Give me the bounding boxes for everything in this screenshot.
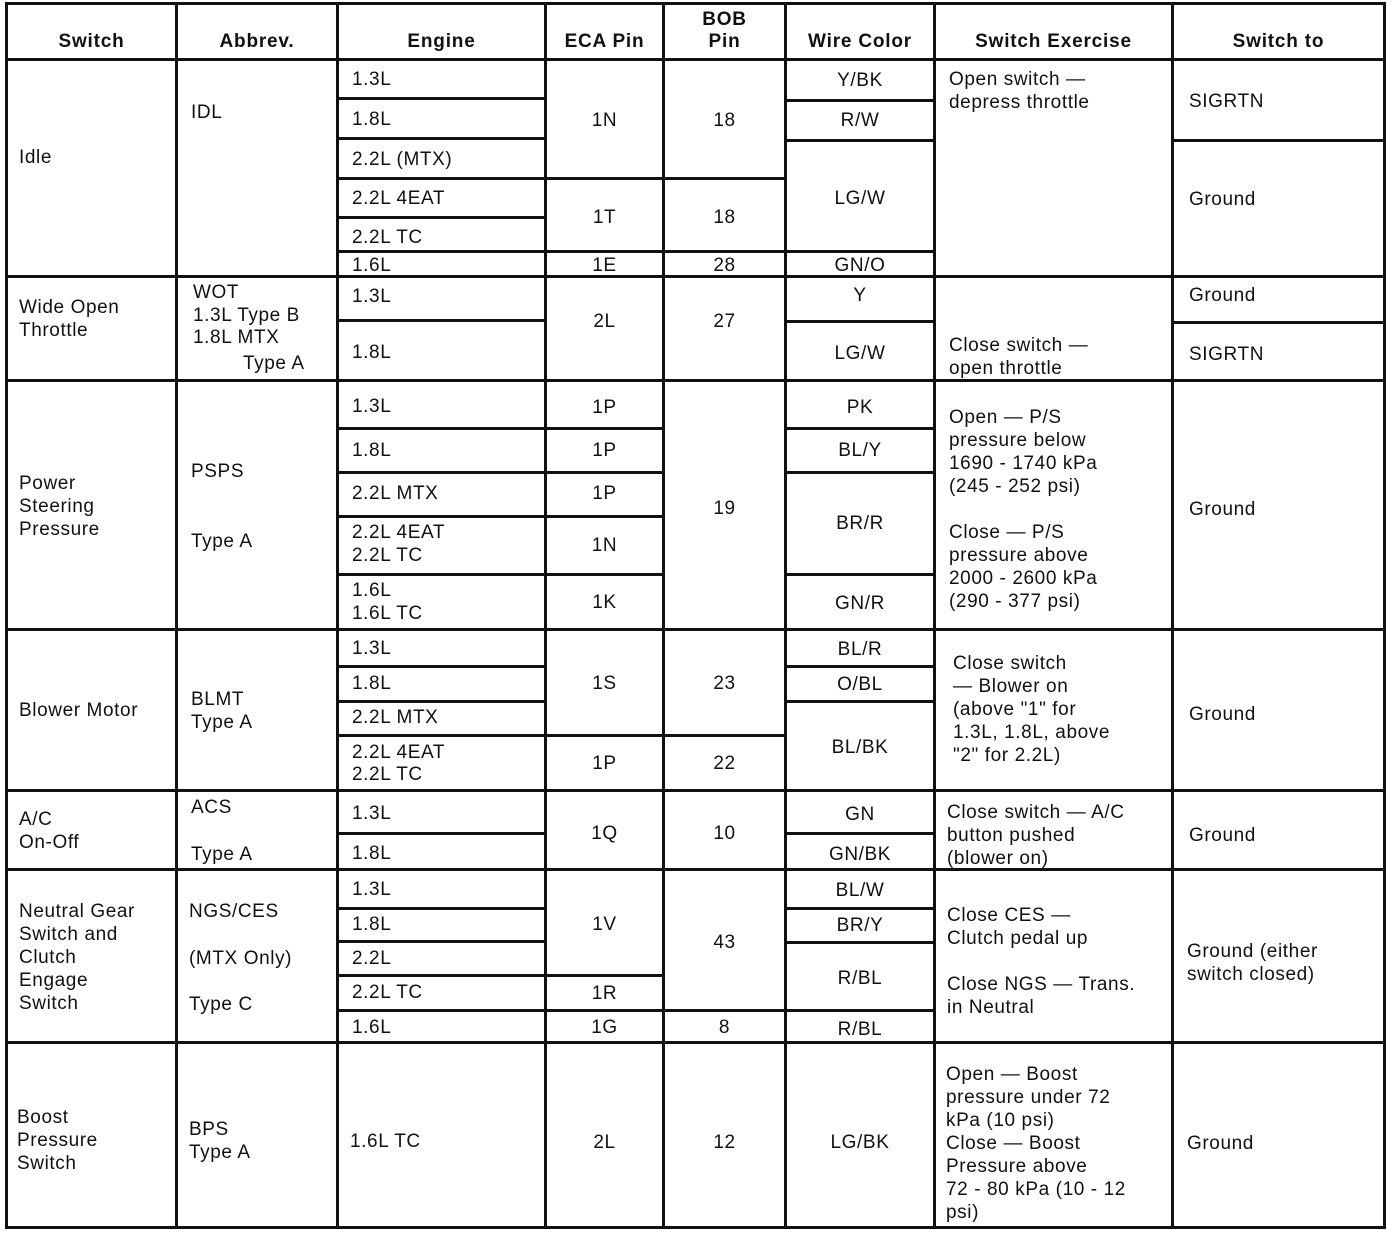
ngs-switch-line: Switch and: [19, 924, 118, 945]
eca-pin-cell: 1N: [591, 535, 618, 556]
exercise-line: 2000 - 2600 kPa: [949, 568, 1098, 589]
engine-cell: 1.6L: [352, 580, 392, 601]
blmt-abbrev-line: BLMT: [191, 689, 245, 710]
wire-color-cell: GN/R: [835, 593, 885, 614]
exercise-line: Close switch: [953, 653, 1067, 674]
ngs-abbrev-line: NGS/CES: [189, 901, 279, 922]
switch-to-cell: SIGRTN: [1189, 344, 1265, 365]
row-line: [336, 832, 544, 835]
row-line: [336, 1009, 933, 1012]
engine-cell: 2.2L TC: [352, 982, 423, 1003]
wire-color-cell: Y/BK: [837, 70, 883, 91]
bps-switch-line: Switch: [17, 1153, 77, 1174]
exercise-line: pressure under 72: [946, 1087, 1111, 1108]
blmt-abbrev-line: Type A: [191, 712, 253, 733]
engine-cell: 2.2L TC: [352, 227, 423, 248]
eca-pin-cell: 1T: [592, 207, 617, 228]
header-separator: [5, 58, 1386, 61]
switch-to-cell: Ground: [1189, 499, 1256, 520]
exercise-line: Open — P/S: [949, 407, 1062, 428]
engine-cell: 2.2L 4EAT: [352, 742, 446, 763]
eca-pin-cell: 2L: [593, 311, 616, 332]
engine-cell: 1.6L: [352, 1017, 392, 1038]
exercise-line: pressure below: [949, 430, 1087, 451]
group-separator: [5, 789, 1386, 792]
switch-to-cell: Ground: [1189, 704, 1256, 725]
row-line: [784, 941, 933, 944]
exercise-line: Close CES —: [947, 905, 1071, 926]
engine-cell: 1.8L: [352, 843, 392, 864]
bps-switch-line: Boost: [17, 1107, 69, 1128]
exercise-line: open throttle: [949, 358, 1063, 379]
header-abbrev: Abbrev.: [219, 31, 295, 52]
row-line: [784, 573, 933, 576]
idle-switch: Idle: [19, 147, 53, 168]
ngs-switch-line: Engage: [19, 970, 89, 991]
exercise-line: Close — P/S: [949, 522, 1065, 543]
switch-to-cell: Ground: [1187, 1133, 1254, 1154]
row-line: [336, 250, 544, 253]
row-line: [336, 97, 544, 100]
bob-pin-cell: 27: [713, 311, 736, 332]
bps-abbrev-line: BPS: [189, 1119, 229, 1140]
col-divider: [933, 2, 936, 1229]
wire-color-cell: LG/BK: [830, 1132, 890, 1153]
acs-abbrev-line: ACS: [191, 797, 232, 818]
engine-cell: 1.6L TC: [352, 603, 423, 624]
row-line: [336, 427, 662, 430]
eca-pin-cell: 1K: [592, 592, 617, 613]
row-line: [336, 734, 784, 737]
col-divider: [544, 2, 547, 1229]
wire-color-cell: O/BL: [837, 674, 883, 695]
header-bob-pin-line1: BOB: [702, 9, 747, 30]
table-border-bottom: [5, 1226, 1386, 1229]
row-line: [544, 250, 784, 253]
acs-switch-line: A/C: [19, 809, 53, 830]
exercise-line: psi): [946, 1202, 980, 1223]
eca-pin-cell: 1E: [592, 255, 617, 276]
engine-cell: 2.2L MTX: [352, 483, 439, 504]
acs-abbrev-line: Type A: [191, 844, 253, 865]
exercise-line: (245 - 252 psi): [949, 476, 1081, 497]
bob-pin-cell: 28: [713, 255, 736, 276]
engine-cell: 1.8L: [352, 914, 392, 935]
eca-pin-cell: 1P: [592, 440, 617, 461]
psps-switch-line: Steering: [19, 496, 95, 517]
header-bob-pin-line2: Pin: [708, 31, 741, 52]
exercise-line: Close switch — A/C: [947, 802, 1125, 823]
eca-pin-cell: 1R: [591, 983, 618, 1004]
eca-pin-cell: 1Q: [591, 823, 618, 844]
row-line: [336, 974, 662, 977]
exercise-line: in Neutral: [947, 997, 1035, 1018]
acs-switch-line: On-Off: [19, 832, 80, 853]
exercise-line: Close switch —: [949, 335, 1089, 356]
psps-abbrev-line: Type A: [191, 531, 253, 552]
wire-color-cell: R/BL: [837, 968, 883, 989]
ngs-switch-line: Clutch: [19, 947, 77, 968]
header-switch-exercise: Switch Exercise: [975, 31, 1132, 52]
exercise-line: 1690 - 1740 kPa: [949, 453, 1098, 474]
row-line: [336, 471, 662, 474]
col-divider: [336, 2, 339, 1229]
engine-cell: 1.8L: [352, 440, 392, 461]
row-line: [336, 907, 544, 910]
engine-cell: 1.8L: [352, 109, 392, 130]
engine-cell: 1.3L: [352, 879, 392, 900]
engine-cell: 1.3L: [352, 286, 392, 307]
exercise-line: 1.3L, 1.8L, above: [953, 722, 1111, 743]
row-line: [336, 573, 662, 576]
row-line: [784, 99, 933, 102]
wire-color-cell: BR/Y: [836, 915, 884, 936]
header-switch-to: Switch to: [1232, 31, 1325, 52]
bob-pin-cell: 43: [713, 932, 736, 953]
switch-to-cell: Ground: [1189, 825, 1256, 846]
col-divider: [662, 2, 665, 1229]
bob-pin-cell: 8: [718, 1017, 731, 1038]
exercise-line: button pushed: [947, 825, 1076, 846]
header-engine: Engine: [407, 31, 476, 52]
wire-color-cell: GN/O: [834, 255, 886, 276]
wire-color-cell: BL/Y: [838, 440, 882, 461]
exercise-line: (290 - 377 psi): [949, 591, 1081, 612]
row-line: [784, 665, 933, 668]
bob-pin-cell: 18: [713, 207, 736, 228]
wire-color-cell: LG/W: [834, 343, 886, 364]
engine-cell: 2.2L 4EAT: [352, 522, 446, 543]
psps-switch-line: Power: [19, 473, 76, 494]
switch-to-cell: Ground: [1189, 285, 1256, 306]
wire-color-cell: PK: [846, 397, 874, 418]
wot-abbrev-line: 1.8L MTX: [193, 327, 280, 348]
switch-to-line: switch closed): [1187, 964, 1315, 985]
exercise-line: kPa (10 psi): [946, 1110, 1055, 1131]
exercise-line: (above "1" for: [953, 699, 1077, 720]
row-line: [784, 907, 933, 910]
wot-switch-line: Throttle: [19, 320, 89, 341]
group-separator: [5, 1041, 1386, 1044]
bob-pin-cell: 22: [713, 753, 736, 774]
exercise-line: pressure above: [949, 545, 1089, 566]
exercise-line: Open switch —: [949, 69, 1086, 90]
row-line: [336, 700, 544, 703]
switch-to-cell: Ground: [1189, 189, 1256, 210]
wot-abbrev-line: WOT: [193, 282, 240, 303]
group-separator: [5, 868, 1386, 871]
header-eca-pin: ECA Pin: [564, 31, 645, 52]
eca-pin-cell: 1N: [591, 110, 618, 131]
switch-to-line: Ground (either: [1187, 941, 1318, 962]
row-line: [784, 471, 933, 474]
engine-cell: 2.2L: [352, 948, 392, 969]
row-line: [784, 139, 933, 142]
wire-color-cell: BL/R: [837, 639, 883, 660]
blmt-switch: Blower Motor: [19, 700, 139, 721]
group-separator: [5, 628, 1386, 631]
exercise-line: depress throttle: [949, 92, 1090, 113]
engine-cell: 1.8L: [352, 342, 392, 363]
exercise-line: 72 - 80 kPa (10 - 12: [946, 1179, 1126, 1200]
row-line: [1171, 321, 1383, 324]
psps-abbrev-line: PSPS: [191, 461, 245, 482]
row-line: [336, 940, 544, 943]
header-wire-color: Wire Color: [808, 31, 912, 52]
engine-cell: 2.2L TC: [352, 545, 423, 566]
table-border-right: [1383, 2, 1386, 1229]
wire-color-cell: GN/BK: [828, 844, 892, 865]
row-line: [544, 177, 784, 180]
exercise-line: Clutch pedal up: [947, 928, 1089, 949]
row-line: [784, 427, 933, 430]
row-line: [784, 700, 933, 703]
group-separator: [5, 379, 1386, 382]
bps-switch-line: Pressure: [17, 1130, 98, 1151]
eca-pin-cell: 1S: [592, 673, 617, 694]
wot-abbrev-line: 1.3L Type B: [193, 305, 300, 326]
exercise-line: (blower on): [947, 848, 1049, 869]
row-line: [336, 216, 544, 219]
bps-abbrev-line: Type A: [189, 1142, 251, 1163]
engine-cell: 2.2L (MTX): [352, 149, 453, 170]
wire-color-cell: R/BL: [837, 1019, 883, 1040]
wire-color-cell: R/W: [840, 110, 880, 131]
table-border-left: [5, 2, 8, 1229]
engine-cell: 1.6L: [352, 255, 392, 276]
eca-pin-cell: 1P: [592, 483, 617, 504]
eca-pin-cell: 1V: [592, 914, 617, 935]
engine-cell: 2.2L TC: [352, 764, 423, 785]
bob-pin-cell: 18: [713, 110, 736, 131]
row-line: [336, 177, 544, 180]
engine-cell: 1.3L: [352, 638, 392, 659]
row-line: [336, 665, 544, 668]
exercise-line: Close NGS — Trans.: [947, 974, 1136, 995]
engine-cell: 1.3L: [352, 396, 392, 417]
eca-pin-cell: 2L: [593, 1132, 616, 1153]
ngs-switch-line: Switch: [19, 993, 79, 1014]
exercise-line: Pressure above: [946, 1156, 1088, 1177]
switch-to-cell: SIGRTN: [1189, 91, 1265, 112]
ngs-abbrev-line: Type C: [189, 994, 253, 1015]
eca-pin-cell: 1P: [592, 397, 617, 418]
row-line: [1171, 139, 1383, 142]
eca-pin-cell: 1P: [592, 753, 617, 774]
row-line: [784, 832, 933, 835]
exercise-line: Open — Boost: [946, 1064, 1078, 1085]
engine-cell: 2.2L MTX: [352, 707, 439, 728]
bob-pin-cell: 10: [713, 823, 736, 844]
psps-switch-line: Pressure: [19, 519, 100, 540]
row-line: [336, 319, 544, 322]
wire-color-cell: BL/BK: [831, 737, 889, 758]
row-line: [784, 250, 933, 253]
wire-color-cell: Y: [853, 285, 867, 306]
col-divider: [175, 2, 178, 1229]
ngs-abbrev-line: (MTX Only): [189, 948, 293, 969]
ngs-switch-line: Neutral Gear: [19, 901, 135, 922]
wire-color-cell: BR/R: [836, 513, 884, 534]
wot-abbrev-line: Type A: [243, 353, 305, 374]
wire-color-cell: GN: [845, 804, 875, 825]
wot-switch-line: Wide Open: [19, 297, 120, 318]
row-line: [784, 320, 933, 323]
engine-cell: 2.2L 4EAT: [352, 188, 446, 209]
eca-pin-cell: 1G: [591, 1017, 618, 1038]
table-border-top: [5, 2, 1386, 5]
row-line: [336, 515, 662, 518]
wire-color-cell: LG/W: [834, 188, 886, 209]
engine-cell: 1.8L: [352, 673, 392, 694]
idle-abbrev: IDL: [191, 102, 223, 123]
engine-cell: 1.3L: [352, 803, 392, 824]
engine-cell: 1.6L TC: [350, 1131, 421, 1152]
engine-cell: 1.3L: [352, 69, 392, 90]
exercise-line: — Blower on: [953, 676, 1069, 697]
header-switch: Switch: [58, 31, 125, 52]
bob-pin-cell: 19: [713, 498, 736, 519]
row-line: [336, 137, 544, 140]
bob-pin-cell: 12: [713, 1132, 736, 1153]
exercise-line: Close — Boost: [946, 1133, 1081, 1154]
wire-color-cell: BL/W: [835, 880, 885, 901]
exercise-line: "2" for 2.2L): [953, 745, 1061, 766]
col-divider: [1171, 2, 1174, 1229]
bob-pin-cell: 23: [713, 673, 736, 694]
